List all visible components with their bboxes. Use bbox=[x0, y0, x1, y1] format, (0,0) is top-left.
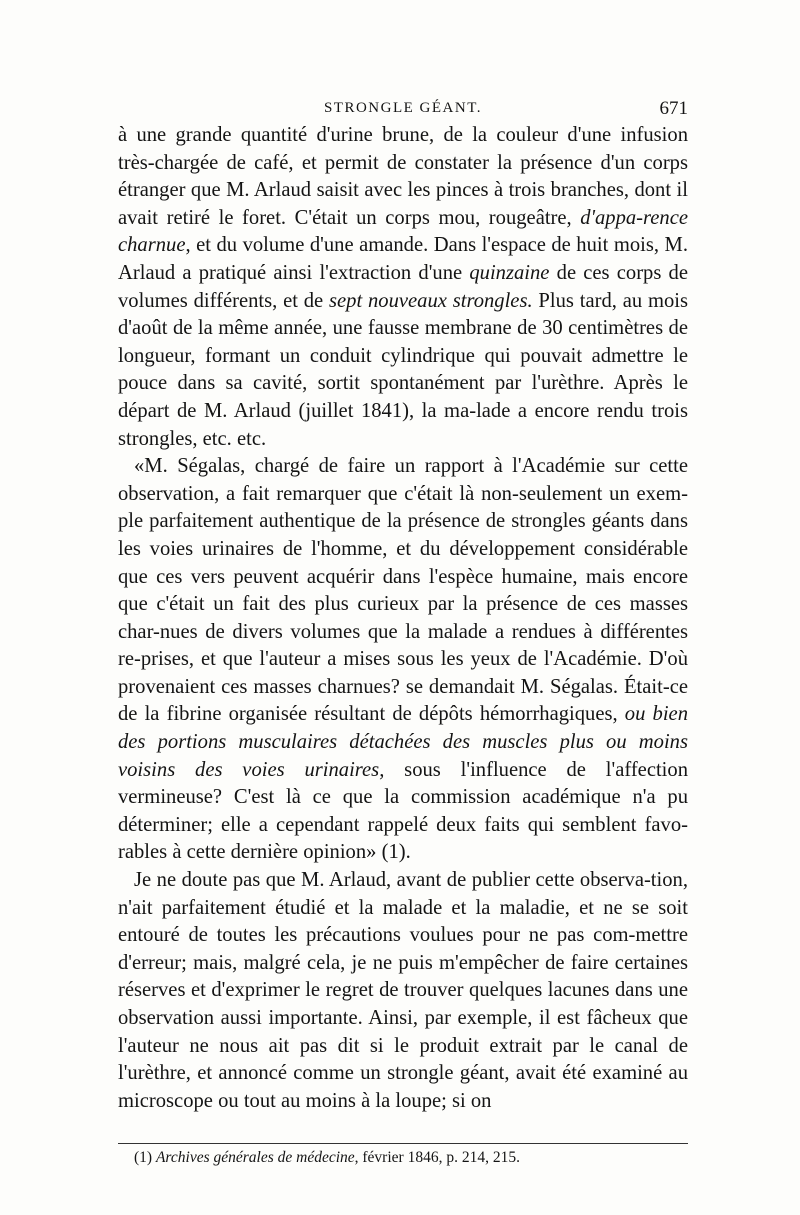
text-run: Je ne doute pas que M. Arlaud, avant de publier cette observa-tion, n'ait parfaitement étudié et la malade et la maladie, et ne se soit entouré de toutes les précautions voulues pour ne pas com-mettre d'erreur; mais, malgré cela, je ne puis m'empêcher de faire certaines réserves et d'exprimer le regret de trouver quelques lacunes dans une observation aussi importante. Ainsi, par exemple, il est fâcheux que l'auteur ne nous ait pas dit si le produit extrait par le canal de l'urèthre, et annoncé comme un strongle géant, avait été examiné au microscope ou tout au moins à la loupe; si on bbox=[118, 869, 688, 1112]
italic-text: ou bien des portions musculaires détachées des muscles plus ou moins voisins des voies urinaires, bbox=[118, 703, 688, 781]
footnote-source: Archives générales de médecine bbox=[155, 1149, 355, 1167]
italic-text: sept nouveaux strongles. bbox=[329, 289, 533, 312]
footnote bbox=[118, 1148, 688, 1168]
italic-text: d'appa-rence charnue bbox=[118, 206, 688, 257]
body-text bbox=[118, 122, 688, 1115]
running-title: STRONGLE GÉANT. bbox=[323, 100, 483, 116]
text-run: de ces corps de volumes différents, et de bbox=[118, 261, 688, 312]
text-run: «M. Ségalas, chargé de faire un rapport à l'Académie sur cette observation, a fait remarquer que c'était là non-seulement un exem-ple parfaitement authentique de la présence de strongles géants dans les voies urinaires de l'homme, et du développement considérable que ces vers peuvent acquérir dans l'espèce humaine, mais encore que c'était un fait des plus curieux par la présence de ces masses char-nues de divers volumes que la malade a rendues à différentes re-prises, et que l'auteur a mises sous les yeux de l'Académie. D'où provenaient ces masses charnues? se demandait M. Ségalas. Était-ce de la fibrine organisée résultant de dépôts hémorrhagiques, bbox=[118, 455, 688, 726]
paragraph bbox=[118, 122, 688, 453]
paragraph bbox=[118, 867, 688, 1115]
text-run: , et du volume d'une amande. Dans l'espace de huit mois, M. Arlaud a pratiqué ainsi l'extraction d'une bbox=[118, 234, 688, 284]
text-run: sous l'influence de l'affection vermineuse? C'est là ce que la commission académique n'a pu déterminer; elle a cependant rappelé deux faits qui semblent favo-rables à cette dernière opinion» (1). bbox=[118, 758, 688, 864]
text-run: Plus tard, au mois d'août de la même année, une fausse membrane de 30 centimètres de longueur, formant un conduit cylindrique qui pouvait admettre le pouce dans sa cavité, sortit spontanément par l'urèthre. Après le départ de M. Arlaud (juillet 1841), la ma-lade a encore rendu trois strongles, etc. etc. bbox=[118, 289, 689, 450]
running-head bbox=[118, 96, 688, 122]
paragraph bbox=[118, 453, 688, 867]
page-number: 671 bbox=[659, 98, 688, 119]
book-page bbox=[118, 96, 688, 1168]
text-run: à une grande quantité d'urine brune, de la couleur d'une infusion très-chargée de café, et permit de constater la présence d'un corps étranger que M. Arlaud saisit avec les pinces à trois branches, dont il avait retiré le foret. C'était un corps mou, rougeâtre, bbox=[118, 124, 688, 229]
italic-text: quinzaine bbox=[469, 261, 550, 284]
footnote-details: , février 1846, p. 214, 215. bbox=[354, 1149, 520, 1167]
footnote-rule bbox=[118, 1143, 688, 1144]
footnote-marker: (1) bbox=[134, 1149, 153, 1167]
